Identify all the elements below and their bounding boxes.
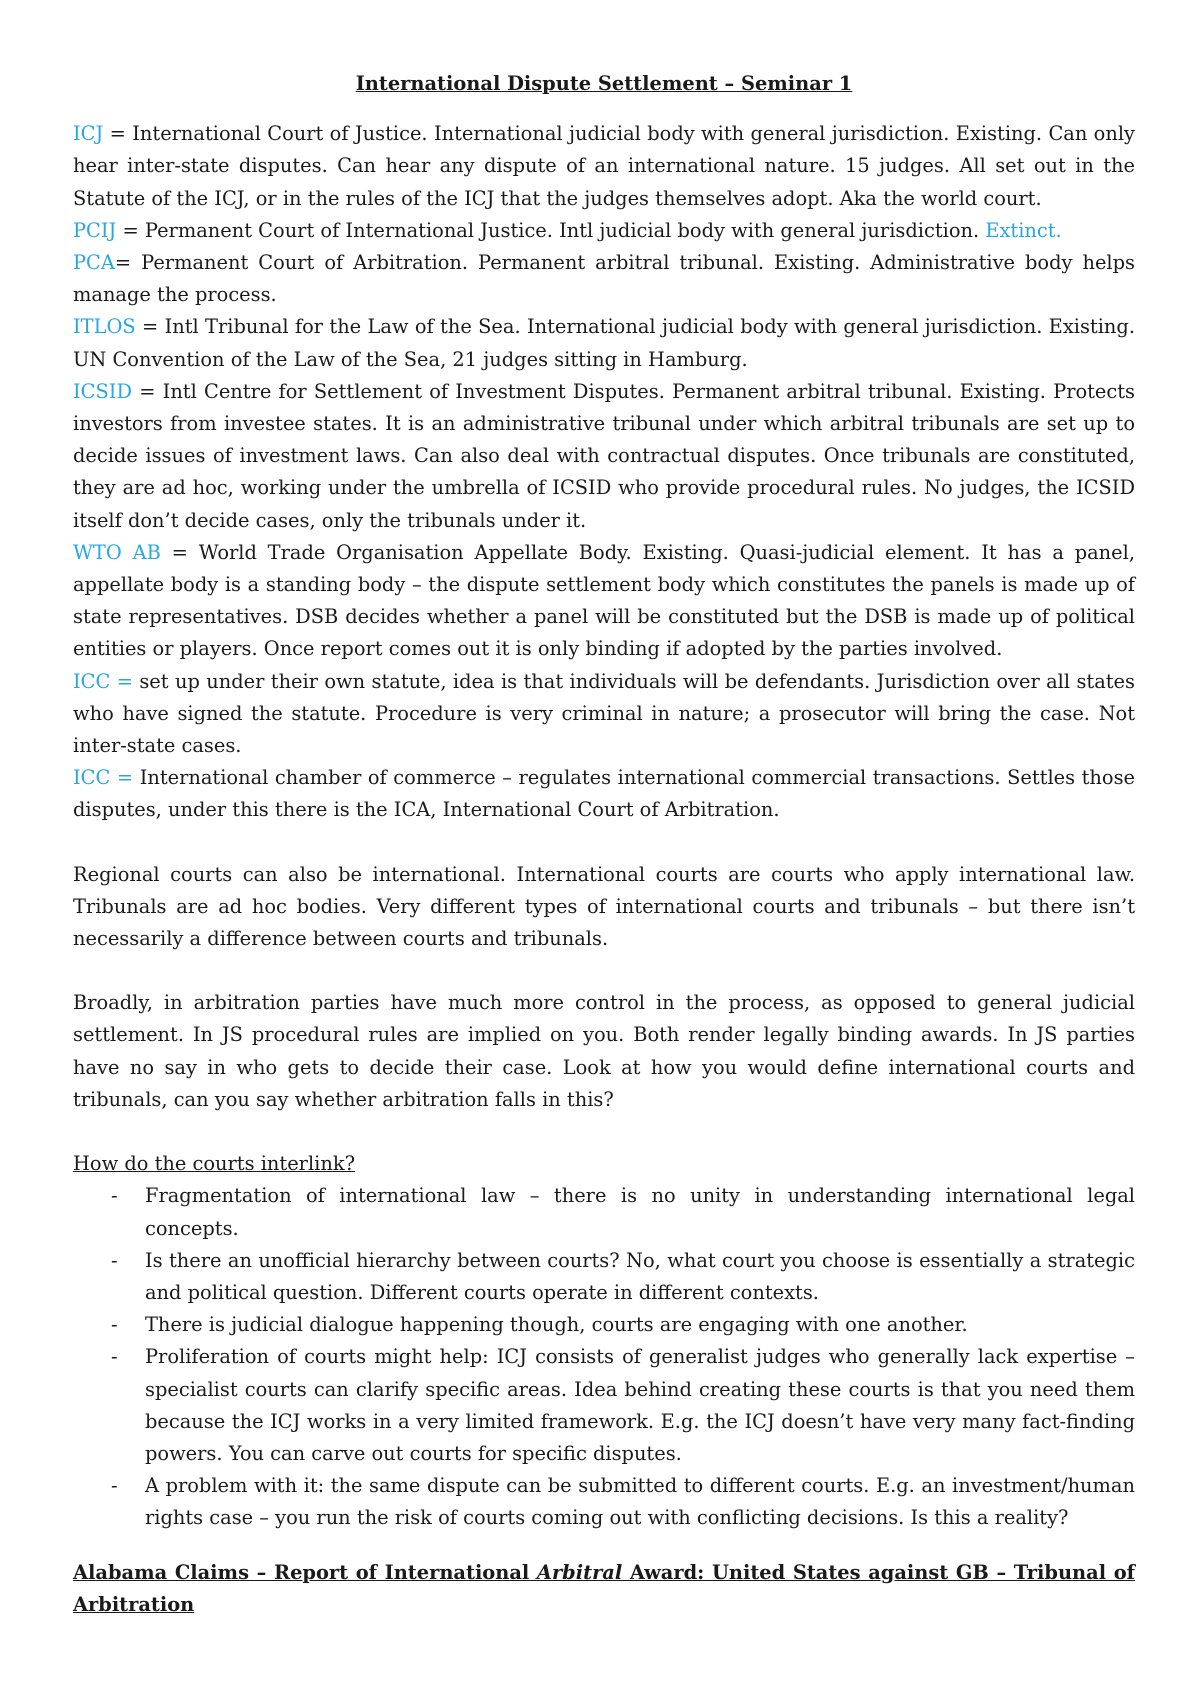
case-heading-part2: Award: United States against GB – Tribunal of Arbitration <box>73 1560 1135 1616</box>
definition-icsid <box>73 376 1135 537</box>
list-item <box>73 1180 1135 1244</box>
definition-text: Permanent Court of International Justice. Intl judicial body with general jurisdiction. <box>144 218 986 242</box>
definition-icc-criminal <box>73 666 1135 763</box>
list-item <box>73 1309 1135 1341</box>
definition-icj <box>73 118 1135 215</box>
definition-pcij <box>73 215 1135 247</box>
paragraph-arbitration: Broadly, in arbitration parties have much more control in the process, as opposed to general judicial settlement. In JS procedural rules are implied on you. Both render legally binding awards. In JS parties have no say in who gets to decide their case. Look at how you would define international courts and tribunals, can you say whether arbitration falls in this? <box>73 991 1135 1111</box>
list-item-text: Fragmentation of international law – there is no unity in understanding international legal concepts. <box>145 1184 1135 1240</box>
definition-text: International Court of Justice. International judicial body with general jurisdiction. Existing. Can only hear inter-state disputes. Can hear any dispute of an international nature. 15 judges. All set out in the Statute of the ICJ, or in the rules of the ICJ that the judges themselves adopt. Aka the world court. <box>73 122 1136 210</box>
case-heading-part1: Alabama Claims – Report of International <box>73 1560 537 1584</box>
paragraph-regional-courts: Regional courts can also be international. International courts are courts who apply international law. Tribunals are ad hoc bodies. Very different types of international courts and tribunals – but there isn’t necessarily a difference between courts and tribunals. <box>73 862 1135 951</box>
definition-wto-ab <box>73 537 1135 666</box>
list-item-text: There is judicial dialogue happening though, courts are engaging with one another. <box>145 1313 968 1337</box>
dash-marker: - <box>111 1248 118 1272</box>
dash-marker: - <box>111 1184 118 1208</box>
definition-text: International chamber of commerce – regulates international commercial transactions. Settles those disputes, under this there is the ICA, International Court of Arbitration. <box>73 766 1135 822</box>
definition-text: Permanent Court of Arbitration. Permanent arbitral tribunal. Existing. Administrative body helps manage the process. <box>73 251 1135 307</box>
term-separator: = <box>116 218 145 242</box>
definition-icc-commerce <box>73 762 1135 826</box>
case-heading <box>73 1557 1135 1621</box>
dash-marker: - <box>111 1474 118 1498</box>
list-item-text: Proliferation of courts might help: ICJ consists of generalist judges who generally lack expertise – specialist courts can clarify specific areas. Idea behind creating these courts is that you need them because the ICJ works in a very limited framework. E.g. the ICJ doesn’t have very many fact-finding powers. You can carve out courts for specific disputes. <box>145 1345 1135 1465</box>
term-label: ICC = <box>73 766 134 790</box>
list-item <box>73 1341 1135 1470</box>
term-label: PCIJ <box>73 218 117 242</box>
term-separator: = <box>160 540 199 564</box>
spacer <box>73 827 1135 859</box>
list-item <box>73 1470 1135 1534</box>
extinct-label: Extinct. <box>985 218 1062 242</box>
dash-marker: - <box>111 1345 118 1369</box>
definitions-block <box>73 118 1135 826</box>
term-label: WTO AB <box>73 540 161 564</box>
interlink-heading: How do the courts interlink? <box>73 1152 355 1176</box>
term-label: ITLOS <box>73 315 136 339</box>
spacer <box>73 1116 1135 1148</box>
interlink-list <box>73 1180 1135 1534</box>
term-label: ICSID <box>73 379 132 403</box>
definition-text: Intl Tribunal for the Law of the Sea. International judicial body with general jurisdiction. Existing. UN Convention of the Law of the Sea, 21 judges sitting in Hamburg. <box>73 315 1135 371</box>
dash-marker: - <box>111 1313 118 1337</box>
definition-pca <box>73 247 1135 311</box>
term-label: ICC = <box>73 669 133 693</box>
term-separator: = <box>114 251 142 275</box>
term-label: ICJ <box>73 122 104 146</box>
list-item-text: A problem with it: the same dispute can be submitted to different courts. E.g. an investment/human rights case – you run the risk of courts coming out with conflicting decisions. Is this a reality? <box>145 1474 1135 1530</box>
definition-itlos <box>73 311 1135 375</box>
term-separator: = <box>135 315 165 339</box>
page-title: International Dispute Settlement – Seminar 1 <box>355 72 853 95</box>
definition-text: World Trade Organisation Appellate Body. Existing. Quasi-judicial element. It has a panel, appellate body is a standing body – the dispute settlement body which constitutes the panels is made up of state representatives. DSB decides whether a panel will be constituted but the DSB is made up of political entities or players. Once report comes out it is only binding if adopted by the parties involved. <box>73 540 1135 661</box>
definition-text: Intl Centre for Settlement of Investment Disputes. Permanent arbitral tribunal. Existing. Protects investors from investee states. It is an administrative tribunal under which arbitral tribunals are set up to decide issues of investment laws. Can also deal with contractual disputes. Once tribunals are constituted, they are ad hoc, working under the umbrella of ICSID who provide procedural rules. No judges, the ICSID itself don’t decide cases, only the tribunals under it. <box>73 379 1136 532</box>
term-separator: = <box>132 379 163 403</box>
list-item-text: Is there an unofficial hierarchy between courts? No, what court you choose is essentially a strategic and political question. Different courts operate in different contexts. <box>145 1248 1135 1304</box>
case-heading-italic: Arbitral <box>536 1560 623 1584</box>
list-item <box>73 1245 1135 1309</box>
spacer <box>73 955 1135 987</box>
definition-text: set up under their own statute, idea is that individuals will be defendants. Jurisdiction over all states who have signed the statute. Procedure is very criminal in nature; a prosecutor will bring the case. Not inter-state cases. <box>73 669 1135 758</box>
term-label: PCA <box>73 251 115 275</box>
document-page <box>73 68 1135 1621</box>
term-separator: = <box>103 122 133 146</box>
